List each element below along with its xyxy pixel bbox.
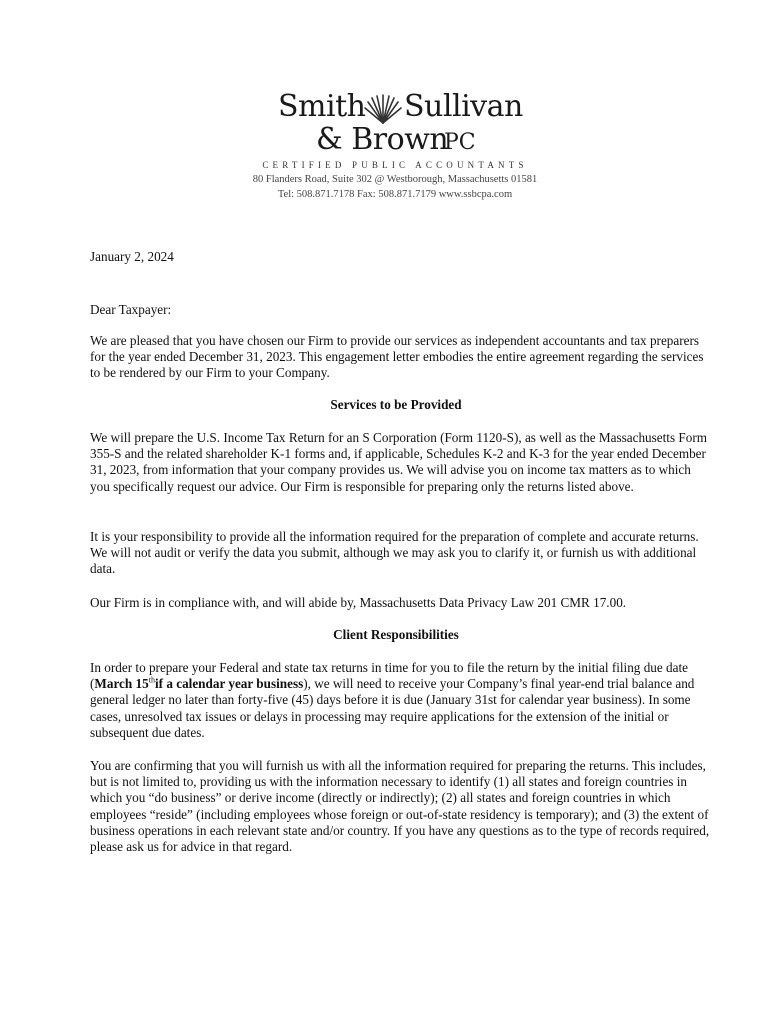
intro-paragraph: We are pleased that you have chosen our Firm to provide our services as independent accountants and tax preparers for the year ended December 31, 2023. This engagement letter embodies the entire agreement regarding the services to be rendered by our Firm to your Company. [90, 333, 704, 381]
firm-subtitle: CERTIFIED PUBLIC ACCOUNTANTS [262, 160, 528, 170]
services-paragraph-1: We will prepare the U.S. Income Tax Return for an S Corporation (Form 1120-S), as well as the Massachusetts Form 355-S and the related shareholder K-1 forms and, if applicable, Schedules K-2 and K-3 for the year ended December 31, 2023, from information that your company provides us. We will advise you on income tax matters as to which you specifically request our advice. Our Firm is responsible for preparing only the returns listed above. [90, 430, 707, 494]
client-paragraph-2: You are confirming that you will furnish us with all the information required for preparing the returns. This includes, but is not limited to, providing us with the information necessary to identify (1) all states and foreign countries in which you “do business” or derive income (directly or indirectly); (2) all states and foreign countries in which employees “reside” (including employees whose foreign or out-of-state residency is temporary); and (3) the extent of business operations in each relevant state and/or country. If you have any questions as to the type of records required, please ask us for advice in that regard. [90, 758, 710, 855]
firm-name-suffix: PC [444, 130, 476, 155]
letter-date: January 2, 2024 [90, 249, 174, 264]
section-heading-client-responsibilities: Client Responsibilities [333, 627, 459, 642]
services-paragraph-2: It is your responsibility to provide all the information required for the preparation of complete and accurate returns. We will not audit or verify the data you submit, although we may ask you to clarify it, or furnish us with additional data. [90, 529, 699, 577]
letter-salutation: Dear Taxpayer: [90, 302, 172, 317]
firm-name-smith: Smith [278, 89, 366, 124]
client-paragraph-1 [90, 660, 710, 741]
firm-name-line-1 [230, 90, 560, 126]
sunburst-logo-icon [364, 94, 402, 124]
firm-name-brown: & Brown [316, 122, 449, 157]
section-heading-services: Services to be Provided [330, 397, 462, 412]
filing-due-date-suffix: th [148, 675, 155, 685]
firm-contact: Tel: 508.871.7178 Fax: 508.871.7179 www.ssbcpa.com [277, 189, 513, 200]
firm-name-line-2 [230, 122, 560, 157]
firm-name-sullivan: Sullivan [404, 89, 523, 124]
firm-address: 80 Flanders Road, Suite 302 @ Westborough, Massachusetts 01581 [252, 174, 538, 185]
client-paragraph-1-text-a: In order to prepare your Federal and state tax returns in time for you to file the return by the initial filing due date ( [90, 660, 689, 692]
filing-due-date: March 15 [94, 676, 149, 692]
calendar-year-note: if a calendar year business [154, 676, 304, 692]
client-paragraph-1-text-b: ), we will need to receive your Company’s final year-end trial balance and general ledger no later than forty-five (45) days before it is due (January 31st for calendar year business). In some cases, unresolved tax issues or delays in processing may require applications for the extension of the initial or subsequent due dates. [90, 676, 695, 740]
letterhead [230, 90, 560, 202]
services-paragraph-3: Our Firm is in compliance with, and will abide by, Massachusetts Data Privacy Law 201 CMR 17.00. [90, 595, 627, 610]
